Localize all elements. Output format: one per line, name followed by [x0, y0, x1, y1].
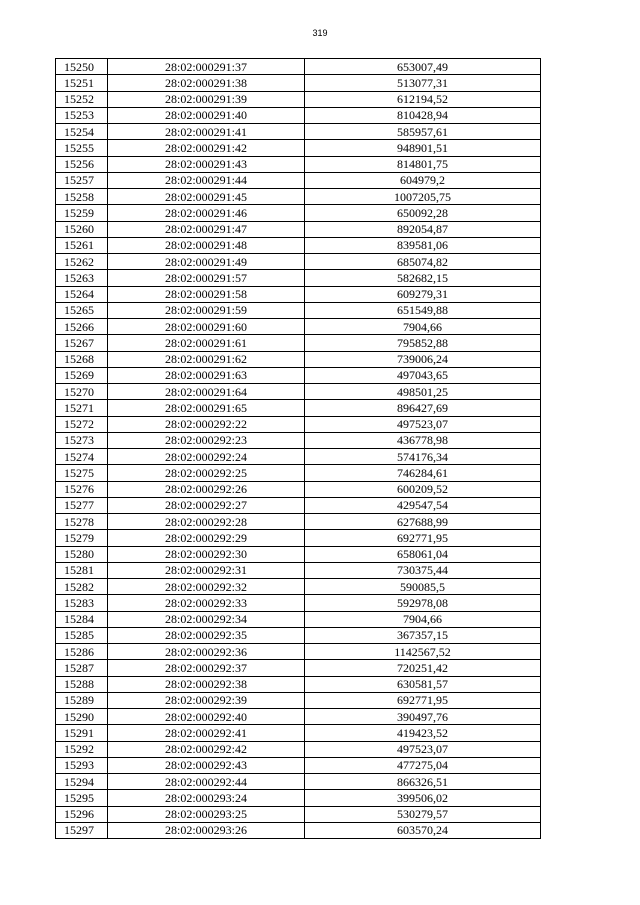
row-number-cell: 15278	[56, 514, 108, 530]
row-number-cell: 15284	[56, 611, 108, 627]
cadastral-number-cell: 28:02:000293:24	[108, 790, 305, 806]
row-number-cell: 15277	[56, 497, 108, 513]
table-row	[56, 140, 541, 156]
table-row	[56, 757, 541, 773]
cadastral-number-cell: 28:02:000291:49	[108, 254, 305, 270]
table-row	[56, 91, 541, 107]
table-row	[56, 254, 541, 270]
cadastral-value-cell: 477275,04	[305, 757, 541, 773]
row-number-cell: 15297	[56, 822, 108, 838]
cadastral-number-cell: 28:02:000292:35	[108, 627, 305, 643]
cadastral-value-cell: 650092,28	[305, 205, 541, 221]
table-row	[56, 546, 541, 562]
cadastral-number-cell: 28:02:000292:43	[108, 757, 305, 773]
cadastral-number-cell: 28:02:000292:37	[108, 660, 305, 676]
cadastral-value-cell: 685074,82	[305, 254, 541, 270]
row-number-cell: 15266	[56, 319, 108, 335]
cadastral-number-cell: 28:02:000291:64	[108, 384, 305, 400]
row-number-cell: 15251	[56, 75, 108, 91]
cadastral-number-cell: 28:02:000292:32	[108, 579, 305, 595]
cadastral-value-cell: 513077,31	[305, 75, 541, 91]
row-number-cell: 15258	[56, 189, 108, 205]
table-row	[56, 107, 541, 123]
row-number-cell: 15296	[56, 806, 108, 822]
table-row	[56, 774, 541, 790]
table-row	[56, 449, 541, 465]
row-number-cell: 15265	[56, 302, 108, 318]
table-row	[56, 221, 541, 237]
cadastral-number-cell: 28:02:000293:26	[108, 822, 305, 838]
cadastral-number-cell: 28:02:000291:46	[108, 205, 305, 221]
table-row	[56, 806, 541, 822]
cadastral-value-cell: 7904,66	[305, 319, 541, 335]
table-row	[56, 514, 541, 530]
table-row	[56, 692, 541, 708]
row-number-cell: 15257	[56, 172, 108, 188]
cadastral-number-cell: 28:02:000292:27	[108, 497, 305, 513]
table-row	[56, 725, 541, 741]
cadastral-value-cell: 892054,87	[305, 221, 541, 237]
cadastral-number-cell: 28:02:000292:44	[108, 774, 305, 790]
table-row	[56, 676, 541, 692]
row-number-cell: 15264	[56, 286, 108, 302]
cadastral-value-cell: 692771,95	[305, 692, 541, 708]
cadastral-value-cell: 1142567,52	[305, 644, 541, 660]
cadastral-number-cell: 28:02:000292:42	[108, 741, 305, 757]
cadastral-number-cell: 28:02:000291:37	[108, 59, 305, 75]
cadastral-value-cell: 612194,52	[305, 91, 541, 107]
cadastral-value-cell: 720251,42	[305, 660, 541, 676]
cadastral-value-cell: 948901,51	[305, 140, 541, 156]
cadastral-value-cell: 795852,88	[305, 335, 541, 351]
table-row	[56, 351, 541, 367]
cadastral-number-cell: 28:02:000291:48	[108, 237, 305, 253]
cadastral-value-cell: 810428,94	[305, 107, 541, 123]
table-row	[56, 741, 541, 757]
table-row	[56, 660, 541, 676]
cadastral-value-cell: 592978,08	[305, 595, 541, 611]
table-row	[56, 59, 541, 75]
table-row	[56, 172, 541, 188]
table-row	[56, 611, 541, 627]
cadastral-number-cell: 28:02:000292:40	[108, 709, 305, 725]
cadastral-number-cell: 28:02:000291:43	[108, 156, 305, 172]
table-row	[56, 595, 541, 611]
cadastral-number-cell: 28:02:000291:42	[108, 140, 305, 156]
cadastral-value-cell: 497523,07	[305, 741, 541, 757]
cadastral-number-cell: 28:02:000291:47	[108, 221, 305, 237]
row-number-cell: 15252	[56, 91, 108, 107]
row-number-cell: 15256	[56, 156, 108, 172]
row-number-cell: 15285	[56, 627, 108, 643]
table-row	[56, 286, 541, 302]
cadastral-number-cell: 28:02:000292:36	[108, 644, 305, 660]
row-number-cell: 15255	[56, 140, 108, 156]
row-number-cell: 15283	[56, 595, 108, 611]
cadastral-value-cell: 590085,5	[305, 579, 541, 595]
cadastral-number-cell: 28:02:000291:44	[108, 172, 305, 188]
cadastral-number-cell: 28:02:000292:30	[108, 546, 305, 562]
row-number-cell: 15280	[56, 546, 108, 562]
table-row	[56, 644, 541, 660]
cadastral-number-cell: 28:02:000291:58	[108, 286, 305, 302]
row-number-cell: 15272	[56, 416, 108, 432]
row-number-cell: 15294	[56, 774, 108, 790]
cadastral-number-cell: 28:02:000291:60	[108, 319, 305, 335]
cadastral-value-cell: 603570,24	[305, 822, 541, 838]
row-number-cell: 15282	[56, 579, 108, 595]
row-number-cell: 15271	[56, 400, 108, 416]
table-row	[56, 709, 541, 725]
table-row	[56, 335, 541, 351]
cadastral-value-cell: 739006,24	[305, 351, 541, 367]
cadastral-number-cell: 28:02:000291:57	[108, 270, 305, 286]
row-number-cell: 15275	[56, 465, 108, 481]
table-row	[56, 237, 541, 253]
cadastral-number-cell: 28:02:000291:61	[108, 335, 305, 351]
row-number-cell: 15260	[56, 221, 108, 237]
cadastral-number-cell: 28:02:000291:40	[108, 107, 305, 123]
cadastral-value-cell: 651549,88	[305, 302, 541, 318]
table-row	[56, 465, 541, 481]
page-number: 319	[312, 28, 328, 38]
row-number-cell: 15287	[56, 660, 108, 676]
cadastral-value-cell: 730375,44	[305, 562, 541, 578]
row-number-cell: 15250	[56, 59, 108, 75]
table-row	[56, 579, 541, 595]
cadastral-number-cell: 28:02:000291:38	[108, 75, 305, 91]
table-row	[56, 416, 541, 432]
cadastral-number-cell: 28:02:000292:25	[108, 465, 305, 481]
cadastral-value-cell: 627688,99	[305, 514, 541, 530]
cadastral-value-cell: 585957,61	[305, 124, 541, 140]
row-number-cell: 15261	[56, 237, 108, 253]
table-row	[56, 562, 541, 578]
cadastral-value-cell: 419423,52	[305, 725, 541, 741]
row-number-cell: 15273	[56, 432, 108, 448]
cadastral-number-cell: 28:02:000292:33	[108, 595, 305, 611]
table-body	[56, 59, 541, 839]
cadastral-value-cell: 399506,02	[305, 790, 541, 806]
table-row	[56, 822, 541, 838]
cadastral-number-cell: 28:02:000292:24	[108, 449, 305, 465]
row-number-cell: 15268	[56, 351, 108, 367]
table-row	[56, 367, 541, 383]
cadastral-value-cell: 1007205,75	[305, 189, 541, 205]
table-row	[56, 156, 541, 172]
cadastral-value-cell: 814801,75	[305, 156, 541, 172]
cadastral-value-cell: 582682,15	[305, 270, 541, 286]
cadastral-number-cell: 28:02:000292:34	[108, 611, 305, 627]
cadastral-value-table	[55, 58, 541, 839]
row-number-cell: 15295	[56, 790, 108, 806]
row-number-cell: 15274	[56, 449, 108, 465]
table-row	[56, 205, 541, 221]
row-number-cell: 15291	[56, 725, 108, 741]
cadastral-value-cell: 653007,49	[305, 59, 541, 75]
cadastral-number-cell: 28:02:000293:25	[108, 806, 305, 822]
table-row	[56, 302, 541, 318]
row-number-cell: 15253	[56, 107, 108, 123]
cadastral-number-cell: 28:02:000291:39	[108, 91, 305, 107]
table-row	[56, 432, 541, 448]
table-row	[56, 497, 541, 513]
table-row	[56, 384, 541, 400]
row-number-cell: 15288	[56, 676, 108, 692]
cadastral-number-cell: 28:02:000291:45	[108, 189, 305, 205]
cadastral-number-cell: 28:02:000292:26	[108, 481, 305, 497]
cadastral-number-cell: 28:02:000292:41	[108, 725, 305, 741]
cadastral-number-cell: 28:02:000291:59	[108, 302, 305, 318]
cadastral-value-cell: 429547,54	[305, 497, 541, 513]
table-row	[56, 627, 541, 643]
row-number-cell: 15289	[56, 692, 108, 708]
cadastral-number-cell: 28:02:000292:29	[108, 530, 305, 546]
row-number-cell: 15286	[56, 644, 108, 660]
cadastral-number-cell: 28:02:000292:39	[108, 692, 305, 708]
cadastral-value-cell: 692771,95	[305, 530, 541, 546]
cadastral-value-cell: 497043,65	[305, 367, 541, 383]
cadastral-number-cell: 28:02:000291:63	[108, 367, 305, 383]
row-number-cell: 15293	[56, 757, 108, 773]
cadastral-number-cell: 28:02:000291:65	[108, 400, 305, 416]
cadastral-value-cell: 390497,76	[305, 709, 541, 725]
table-row	[56, 189, 541, 205]
cadastral-value-cell: 498501,25	[305, 384, 541, 400]
row-number-cell: 15270	[56, 384, 108, 400]
cadastral-value-cell: 866326,51	[305, 774, 541, 790]
row-number-cell: 15263	[56, 270, 108, 286]
cadastral-value-cell: 746284,61	[305, 465, 541, 481]
table-row	[56, 75, 541, 91]
row-number-cell: 15292	[56, 741, 108, 757]
table-row	[56, 790, 541, 806]
cadastral-number-cell: 28:02:000291:41	[108, 124, 305, 140]
cadastral-number-cell: 28:02:000292:38	[108, 676, 305, 692]
row-number-cell: 15281	[56, 562, 108, 578]
cadastral-value-cell: 600209,52	[305, 481, 541, 497]
row-number-cell: 15262	[56, 254, 108, 270]
cadastral-value-cell: 604979,2	[305, 172, 541, 188]
cadastral-value-cell: 630581,57	[305, 676, 541, 692]
cadastral-value-cell: 609279,31	[305, 286, 541, 302]
row-number-cell: 15259	[56, 205, 108, 221]
table-row	[56, 481, 541, 497]
table-row	[56, 124, 541, 140]
table-row	[56, 400, 541, 416]
cadastral-value-cell: 497523,07	[305, 416, 541, 432]
row-number-cell: 15267	[56, 335, 108, 351]
cadastral-number-cell: 28:02:000292:28	[108, 514, 305, 530]
row-number-cell: 15290	[56, 709, 108, 725]
row-number-cell: 15254	[56, 124, 108, 140]
cadastral-value-cell: 7904,66	[305, 611, 541, 627]
cadastral-value-cell: 839581,06	[305, 237, 541, 253]
table-row	[56, 530, 541, 546]
table-row	[56, 319, 541, 335]
cadastral-value-cell: 574176,34	[305, 449, 541, 465]
cadastral-number-cell: 28:02:000292:23	[108, 432, 305, 448]
table-row	[56, 270, 541, 286]
row-number-cell: 15269	[56, 367, 108, 383]
cadastral-value-cell: 530279,57	[305, 806, 541, 822]
cadastral-value-cell: 367357,15	[305, 627, 541, 643]
cadastral-number-cell: 28:02:000292:31	[108, 562, 305, 578]
cadastral-value-cell: 658061,04	[305, 546, 541, 562]
cadastral-number-cell: 28:02:000292:22	[108, 416, 305, 432]
cadastral-value-cell: 436778,98	[305, 432, 541, 448]
cadastral-number-cell: 28:02:000291:62	[108, 351, 305, 367]
cadastral-value-cell: 896427,69	[305, 400, 541, 416]
row-number-cell: 15279	[56, 530, 108, 546]
row-number-cell: 15276	[56, 481, 108, 497]
